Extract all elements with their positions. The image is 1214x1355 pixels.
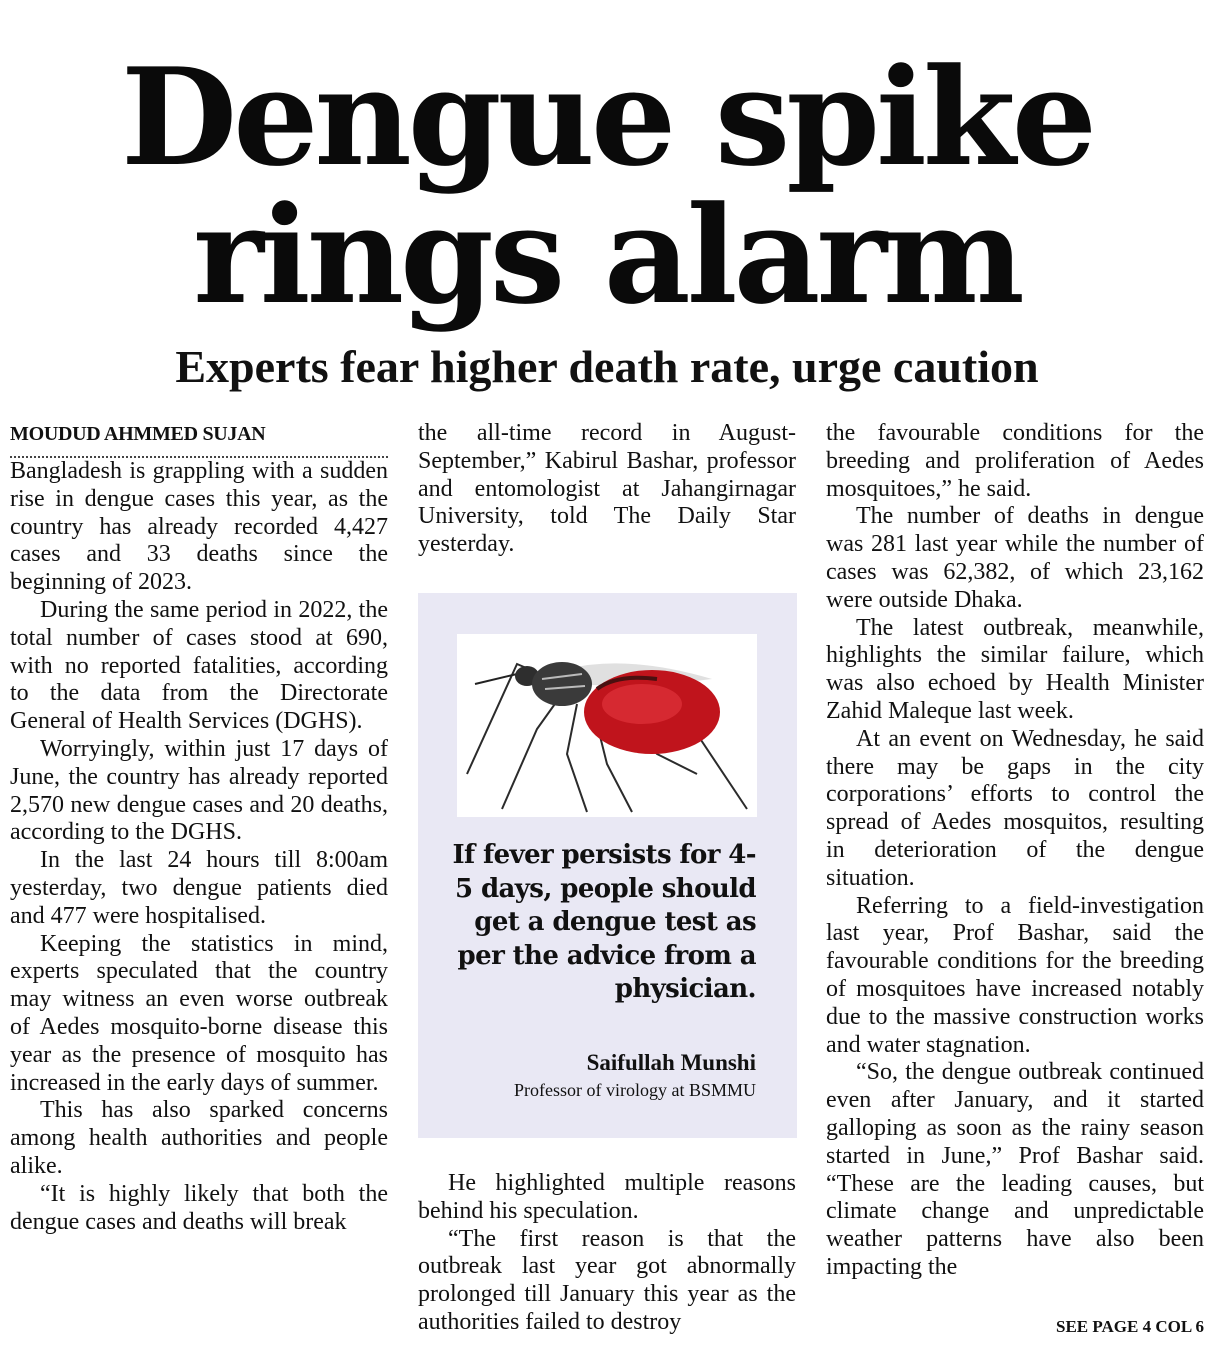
paragraph: Worryingly, within just 17 days of June, the country has already reported 2,570 new dengue cases and 20 deaths, according to the DGHS. <box>10 735 388 846</box>
paragraph: “The first reason is that the outbreak last year got abnormally prolonged till January this year as the authorities failed to destroy <box>418 1225 796 1335</box>
paragraph: He highlighted multiple reasons behind his speculation. <box>418 1170 796 1224</box>
subheadline: Experts fear higher death rate, urge caution <box>175 341 1039 392</box>
headline-line-2: rings alarm <box>193 176 1021 334</box>
pull-quote-name: Saifullah Munshi <box>586 1050 756 1075</box>
paragraph: At an event on Wednesday, he said there may be gaps in the city corporations’ efforts to control the spread of Aedes mosquitos, resulting in deterioration of the dengue situation. <box>826 725 1204 891</box>
continued-jump-line: SEE PAGE 4 COL 6 <box>1050 1315 1204 1339</box>
headline <box>0 38 1214 334</box>
pull-quote-text: If fever persists for 4-5 days, people should get a dengue test as per the advice from a physician. <box>452 840 756 1004</box>
headline-line-1: Dengue spike <box>120 38 1094 196</box>
article-column-1 <box>10 420 388 1345</box>
paragraph: the favourable conditions for the breeding and proliferation of Aedes mosquitoes,” he said. <box>826 420 1204 502</box>
paragraph: In the last 24 hours till 8:00am yesterday, two dengue patients died and 477 were hospitalised. <box>10 847 388 929</box>
paragraph: “It is highly likely that both the dengue cases and deaths will break <box>10 1180 388 1235</box>
paragraph: the all-time record in August-September,” Kabirul Bashar, professor and entomologist at Jahangirnagar University, told The Daily Star yesterday. <box>418 420 796 558</box>
paragraph: Referring to a field-investigation last year, Prof Bashar, said the favourable conditions for the breeding of mosquitoes have increased notably due to the massive construction works and water stagnation. <box>826 892 1204 1058</box>
article-column-2-top <box>418 420 796 565</box>
article-column-3 <box>826 420 1204 1345</box>
paragraph: This has also sparked concerns among health authorities and people alike. <box>10 1097 388 1179</box>
byline: MOUDUD AHMMED SUJAN <box>10 420 388 458</box>
paragraph: The number of deaths in dengue was 281 last year while the number of cases was 62,382, of which 23,162 were outside Dhaka. <box>826 503 1204 613</box>
paragraph: During the same period in 2022, the total number of cases stood at 690, with no reported fatalities, according to the data from the Directorate General of Health Services (DGHS). <box>10 596 388 735</box>
pull-quote-box <box>418 593 797 1138</box>
paragraph: The latest outbreak, meanwhile, highlights the similar failure, which was also echoed by Health Minister Zahid Maleque last week. <box>826 614 1204 724</box>
paragraph: Bangladesh is grappling with a sudden rise in dengue cases this year, as the country has already recorded 4,427 cases and 33 deaths since the beginning of 2023. <box>10 458 388 596</box>
pull-quote-title: Professor of virology at BSMMU <box>514 1080 756 1100</box>
paragraph: Keeping the statistics in mind, experts speculated that the country may witness an even worse outbreak of Aedes mosquito-borne disease this year as the presence of mosquito has increased in the early days of summer. <box>10 930 388 1096</box>
mosquito-icon <box>457 634 757 817</box>
paragraph: “So, the dengue outbreak continued even after January, and it started galloping as soon as the rainy season started in June,” Prof Bashar said. “These are the leading causes, but climate change and unpredictable weather patterns have also been impacting the <box>826 1059 1204 1280</box>
article-column-2-bottom <box>418 1170 796 1345</box>
mosquito-photo <box>457 634 757 817</box>
